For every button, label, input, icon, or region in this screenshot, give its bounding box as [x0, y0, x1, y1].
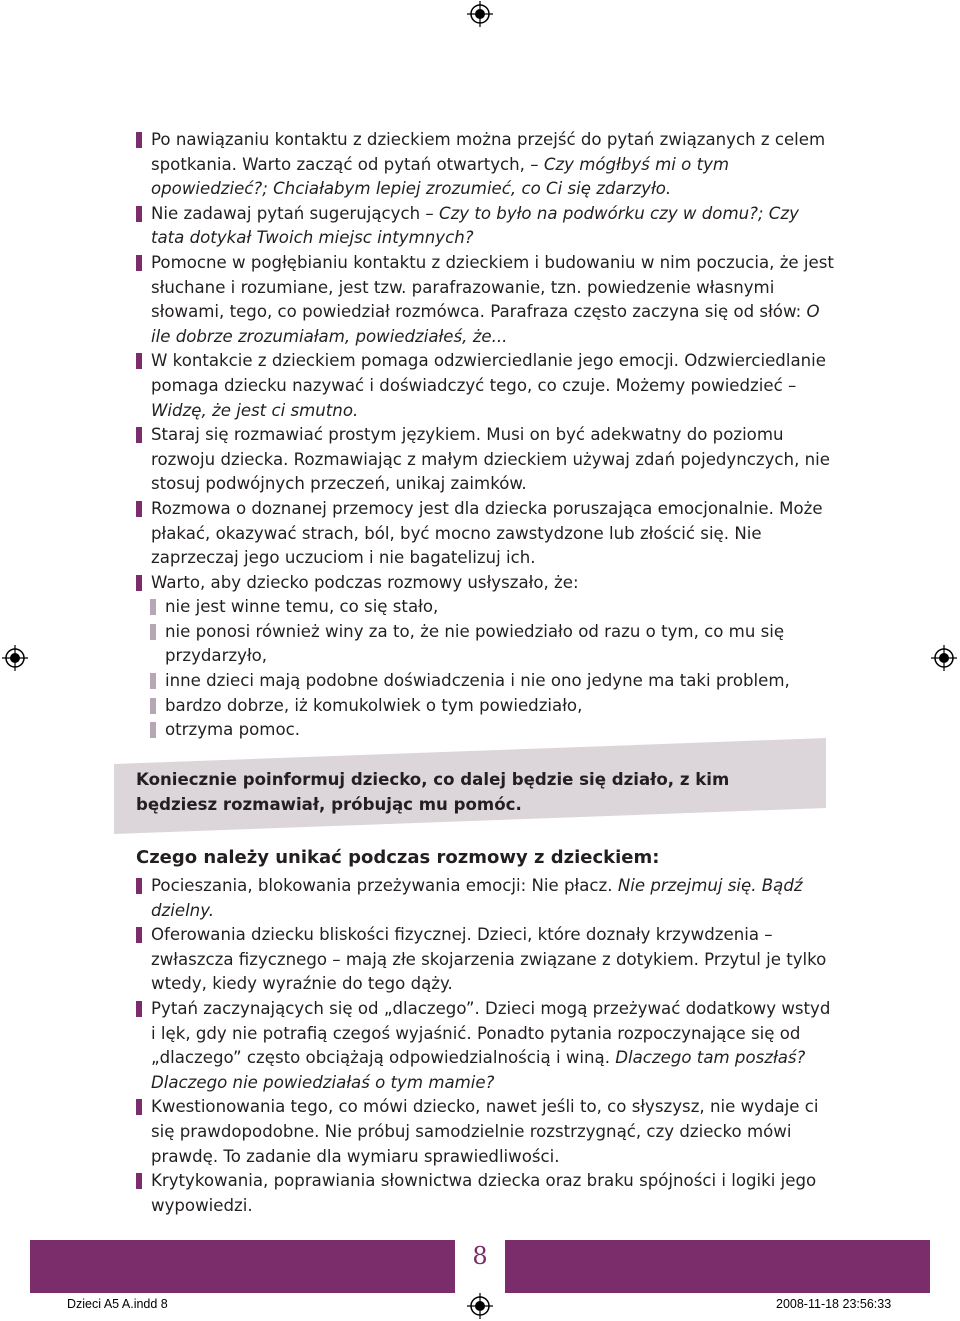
bullet-marker [136, 353, 142, 369]
page-band-gap-right [930, 1240, 960, 1293]
list-item [136, 128, 836, 202]
text: Krytykowania, poprawiania słownictwa dziecka oraz braku spójności i logiki jego wypowiedzi. [151, 1171, 817, 1215]
footer-timestamp: 2008-11-18 23:56:33 [776, 1297, 892, 1311]
list-item [136, 997, 836, 1095]
sub-list-item [150, 595, 836, 620]
text: W kontakcie z dzieckiem pomaga odzwierciedlanie jego emocji. Odzwierciedlanie pomaga dziecku nazywać i doświadczyć tego, co czuje. Możemy powiedzieć – [151, 351, 826, 395]
bullet-marker [136, 927, 142, 943]
page-number: 8 [472, 1242, 488, 1270]
text: nie ponosi również winy za to, że nie powiedziało od razu o tym, co mu się przydarzyło, [165, 621, 785, 666]
bullet-marker [136, 575, 142, 591]
list-item [136, 202, 836, 251]
page-band-gap-left [0, 1240, 30, 1293]
list-item [136, 1169, 836, 1218]
bullet-marker [136, 1099, 142, 1115]
text: Pomocne w pogłębianiu kontaktu z dzieckiem i budowaniu w nim poczucia, że jest słuchane i rozumiane, jest tzw. parafrazowanie, tzn. powiedzenie własnymi słowami, tego, co powiedział rozmówca. Parafraza często zaczyna się od słów: [151, 252, 834, 322]
list-item [136, 251, 836, 349]
text: Kwestionowania tego, co mówi dziecko, nawet jeśli to, co słyszysz, nie wydaje ci się prawdopodobne. Nie próbuj samodzielnie rozstrzygnąć, czy dziecko mówi prawdę. To zadanie dla wymiaru sprawiedliwości. [151, 1097, 819, 1166]
text: Staraj się rozmawiać prostym językiem. Musi on być adekwatny do poziomu rozwoju dziecka. Rozmawiając z małym dzieckiem używaj zdań pojedynczych, nie stosuj podwójnych przeczeń, unikaj zaimków. [151, 425, 830, 494]
bullet-marker [150, 599, 156, 615]
text: Nie zadawaj pytań sugerujących – [151, 203, 439, 223]
sub-list-item [150, 669, 836, 694]
italic-text: Dlaczego tam poszłaś? Dlaczego nie powiedziałaś o tym mamie? [151, 1048, 806, 1092]
text: nie jest winne temu, co się stało, [165, 597, 439, 617]
bullet-marker [150, 698, 156, 714]
registration-mark-top [467, 1, 493, 27]
list-item [136, 349, 836, 423]
text: Warto, aby dziecko podczas rozmowy usłyszało, że: [151, 572, 579, 592]
text: Pocieszania, blokowania przeżywania emocji: Nie płacz. [151, 876, 618, 895]
bullet-marker [136, 878, 142, 894]
list-item [136, 571, 836, 596]
text: Oferowania dziecku bliskości fizycznej. Dzieci, które doznały krzywdzenia – zwłaszcza fizycznego – mają złe skojarzenia związane z dotykiem. Przytul je tylko wtedy, kiedy wyraźnie do tego dąży. [151, 925, 827, 994]
text: inne dzieci mają podobne doświadczenia i nie ono jedyne ma taki problem, [165, 671, 790, 691]
bullet-marker [136, 1173, 142, 1189]
bullet-marker [150, 673, 156, 689]
italic-text: Widzę, że jest ci smutno. [151, 400, 359, 420]
bullet-marker [136, 1001, 142, 1017]
footer-filename: Dzieci A5 A.indd 8 [67, 1297, 168, 1311]
registration-mark-left [2, 645, 28, 671]
bullet-marker [136, 206, 142, 222]
bullet-marker [150, 624, 156, 640]
italic-text: Nie przejmuj się. Bądź dzielny. [151, 876, 803, 920]
registration-mark-right [931, 645, 957, 671]
bullet-marker [136, 255, 142, 271]
list-item [136, 423, 836, 497]
sub-list-item [150, 694, 836, 719]
bullet-marker [150, 722, 156, 738]
text: otrzyma pomoc. [165, 720, 301, 740]
text: Po nawiązaniu kontaktu z dzieckiem można przejść do pytań związanych z celem spotkania. Warto zacząć od pytań otwartych, – [151, 130, 826, 174]
highlight-text: Koniecznie poinformuj dziecko, co dalej będzie się działo, z kim będziesz rozmawiał, próbując mu pomóc. [136, 770, 730, 814]
page-number-box [455, 1240, 505, 1293]
avoid-bullet-list [136, 874, 836, 1218]
list-item [136, 874, 836, 923]
bullet-marker [136, 427, 142, 443]
registration-mark-bottom [467, 1293, 493, 1319]
bullet-marker [136, 501, 142, 517]
italic-text: O ile dobrze zrozumiałam, powiedziałeś, że... [151, 302, 820, 346]
section-title: Czego należy unikać podczas rozmowy z dzieckiem: [136, 847, 660, 868]
sub-list-item [150, 620, 836, 669]
italic-text: Czy to było na podwórku czy w domu?; Czy tata dotykał Twoich miejsc intymnych? [151, 203, 799, 248]
italic-text: Czy mógłbyś mi o tym opowiedzieć?; Chciałabym lepiej zrozumieć, co Ci się zdarzyło. [151, 154, 730, 199]
list-item [136, 1095, 836, 1169]
highlight-box [114, 738, 826, 834]
main-bullet-list [136, 128, 836, 743]
text: Pytań zaczynających się od „dlaczego”. Dzieci mogą przeżywać dodatkowy wstyd i lęk, gdy nie potrafią czegoś wyjaśnić. Ponadto pytania rozpoczynające się od „dlaczego” często obciążają odpowiedzialnością i winą. [151, 998, 831, 1068]
text: Rozmowa o doznanej przemocy jest dla dziecka poruszająca emocjonalnie. Może płakać, okazywać strach, ból, być mocno zawstydzone lub złościć się. Nie zaprzeczaj jego uczuciom i nie bagatelizuj ich. [151, 498, 823, 568]
avoid-section [136, 846, 836, 1218]
list-item [136, 923, 836, 997]
list-item [136, 497, 836, 571]
bullet-marker [136, 132, 142, 148]
text: bardzo dobrze, iż komukolwiek o tym powiedziało, [165, 695, 583, 715]
